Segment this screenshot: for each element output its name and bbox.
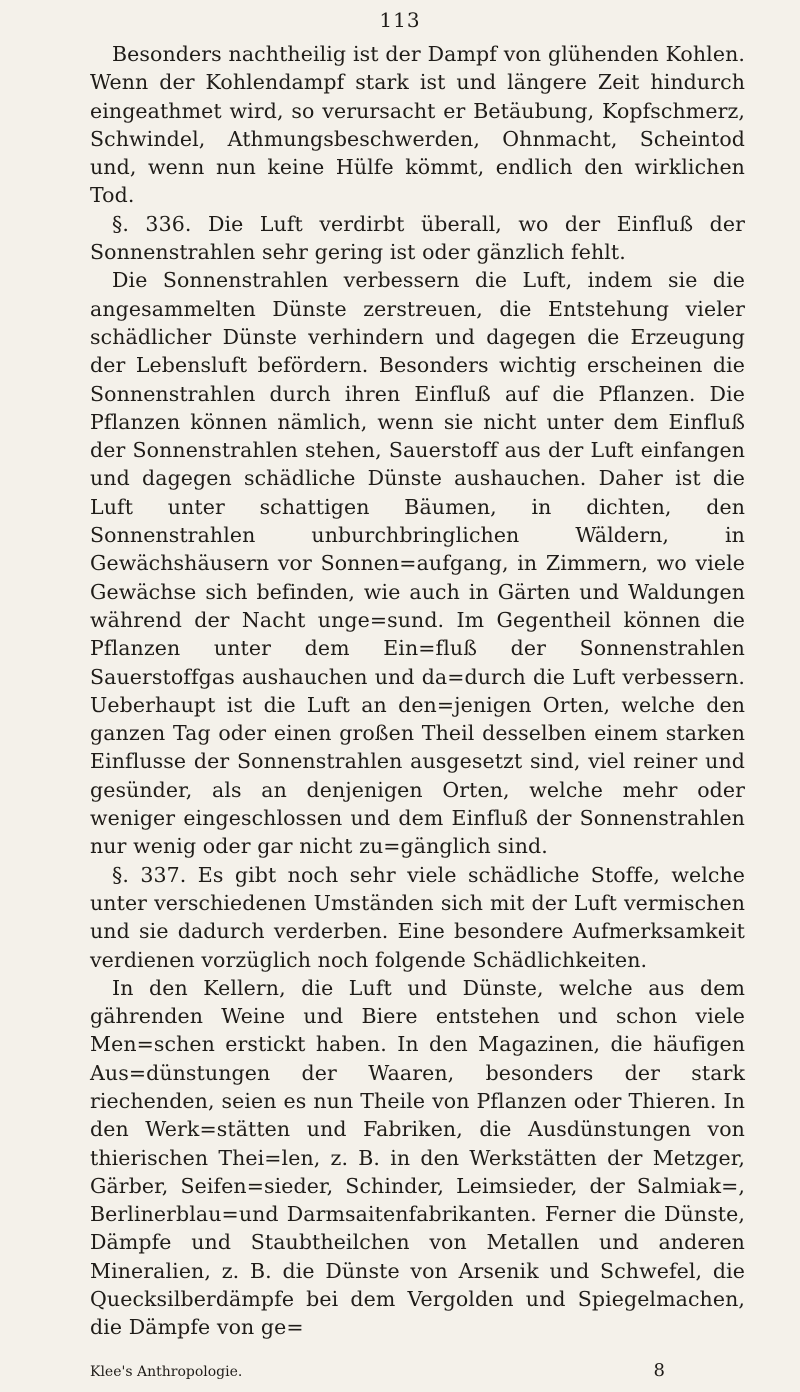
running-title: Klee's Anthropologie.	[90, 1364, 243, 1380]
paragraph-sonnenstrahlen: Die Sonnenstrahlen verbessern die Luft, indem sie die angesammelten Dünste zerstreuen, die Entstehung vieler schädlicher Dünste verhindern und dagegen die Erzeugung der Lebensluft befördern. Besonders wichtig erscheinen die Sonnenstrahlen durch ihren Einfluß auf die Pflanzen. Die Pflanzen können nämlich, wenn sie nicht unter dem Einfluß der Sonnenstrahlen stehen, Sauerstoff aus der Luft einfangen und dagegen schädliche Dünste aushauchen. Daher ist die Luft unter schattigen Bäumen, in dichten, den Sonnenstrahlen unburchbringlichen Wäldern, in Gewächshäusern vor Sonnen=aufgang, in Zimmern, wo viele Gewächse sich befinden, wie auch in Gärten und Waldungen während der Nacht unge=sund. Im Gegentheil können die Pflanzen unter dem Ein=fluß der Sonnenstrahlen Sauerstoffgas aushauchen und da=durch die Luft verbessern. Ueberhaupt ist die Luft an den=jenigen Orten, welche den ganzen Tag oder einen großen Theil desselben einem starken Einflusse der Sonnenstrahlen ausgesetzt sind, viel reiner und gesünder, als an denjenigen Orten, welche mehr oder weniger eingeschlossen und dem Einfluß der Sonnenstrahlen nur wenig oder gar nicht zu=gänglich sind.	[90, 268, 745, 859]
body-text	[90, 40, 745, 1342]
section-336-heading: §. 336. Die Luft verdirbt überall, wo der Einfluß der Sonnenstrahlen sehr gering ist oder gänzlich fehlt.	[90, 211, 745, 265]
page-number: 113	[379, 8, 421, 32]
section-337-heading: §. 337. Es gibt noch sehr viele schädliche Stoffe, welche unter verschiedenen Umständen sich mit der Luft vermischen und sie dadurch verderben. Eine besondere Aufmerksamkeit verdienen vorzüglich noch folgende Schädlichkeiten.	[90, 862, 745, 972]
paragraph-kohlendampf: Besonders nachtheilig ist der Dampf von glühenden Kohlen. Wenn der Kohlendampf stark ist und längere Zeit hindurch eingeathmet wird, so verursacht er Betäubung, Kopfschmerz, Schwindel, Athmungsbeschwerden, Ohnmacht, Scheintod und, wenn nun keine Hülfe kömmt, endlich den wirklichen Tod.	[90, 42, 745, 208]
paragraph-kellern: In den Kellern, die Luft und Dünste, welche aus dem gährenden Weine und Biere entstehen und schon viele Men=schen erstickt haben. In den Magazinen, die häufigen Aus=dünstungen der Waaren, besonders der stark riechenden, seien es nun Theile von Pflanzen oder Thieren. In den Werk=stätten und Fabriken, die Ausdünstungen von thierischen Thei=len, z. B. in den Werkstätten der Metzger, Gärber, Seifen=sieder, Schinder, Leimsieder, der Salmiak=, Berlinerblau=und Darmsaitenfabrikanten. Ferner die Dünste, Dämpfe und Staubtheilchen von Metallen und anderen Mineralien, z. B. die Dünste von Arsenik und Schwefel, die Quecksilberdämpfe bei dem Vergolden und Spiegelmachen, die Dämpfe von ge=	[90, 975, 745, 1340]
signature-mark: 8	[653, 1360, 665, 1381]
page-footer	[90, 1360, 745, 1381]
